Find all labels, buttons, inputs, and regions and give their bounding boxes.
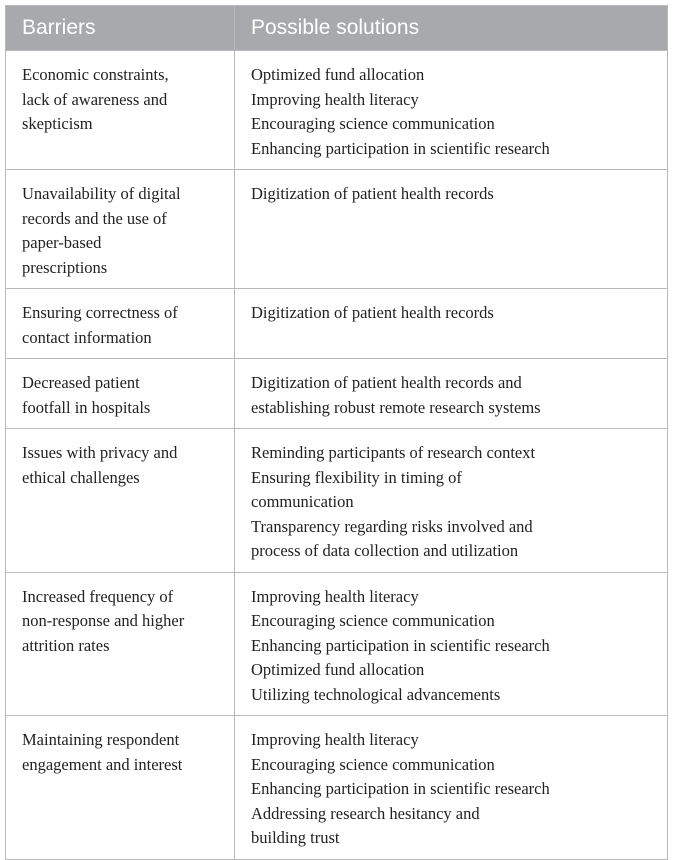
barrier-cell [6, 429, 235, 573]
barrier-text-line: non-response and higher [22, 611, 185, 630]
header-row [6, 6, 668, 51]
barrier-cell [6, 51, 235, 170]
table-header [6, 6, 668, 51]
table-row [6, 170, 668, 289]
barrier-cell [6, 359, 235, 429]
solution-text-line: Ensuring flexibility in timing of [251, 467, 462, 487]
barrier-text-line: attrition rates [22, 635, 110, 655]
barrier-cell [6, 716, 235, 860]
table-row [6, 716, 668, 860]
barrier-text-line: Decreased patient [22, 373, 140, 392]
solution-text-line: Digitization of patient health records and [251, 373, 522, 392]
table-row [6, 572, 668, 716]
solution-text-line: Improving health literacy [251, 586, 419, 606]
barrier-text-line: Ensuring correctness of [22, 303, 178, 322]
barrier-text-line: contact information [22, 327, 152, 347]
barrier-text-line: skepticism [22, 114, 93, 133]
barrier-text-line: Economic constraints, [22, 65, 169, 84]
solutions-cell [235, 572, 668, 716]
barrier-text-line: Issues with privacy and [22, 443, 178, 462]
barriers-solutions-table [5, 5, 668, 860]
table-row [6, 429, 668, 573]
barrier-text-line: engagement and interest [22, 754, 183, 774]
barrier-cell [6, 170, 235, 289]
solution-text-line: Utilizing technological advancements [251, 684, 501, 704]
solution-text-line: Addressing research hesitancy and [251, 803, 480, 823]
solution-text-line: Encouraging science communication [251, 611, 495, 630]
solution-text-line: building trust [251, 828, 340, 847]
solutions-cell [235, 716, 668, 860]
barrier-text-line: Unavailability of digital [22, 184, 181, 203]
barriers-solutions-table-container [5, 5, 667, 860]
barrier-text-line: paper-based [22, 233, 102, 252]
solution-text-line: Reminding participants of research context [251, 443, 536, 462]
solution-text-line: Optimized fund allocation [251, 660, 425, 679]
solution-text-line: Improving health literacy [251, 730, 419, 749]
barrier-text-line: ethical challenges [22, 467, 140, 487]
barrier-text-line: Maintaining respondent [22, 730, 180, 749]
solutions-cell [235, 51, 668, 170]
header-barriers: Barriers [6, 6, 235, 51]
barrier-text-line: lack of awareness and [22, 89, 168, 109]
solution-text-line: Digitization of patient health records [251, 303, 494, 322]
solution-text-line: Encouraging science communication [251, 754, 495, 774]
solution-text-line: Enhancing participation in scientific research [251, 635, 550, 655]
solutions-cell [235, 170, 668, 289]
solutions-cell [235, 289, 668, 359]
header-possible-solutions: Possible solutions [235, 6, 668, 51]
table-body [6, 51, 668, 860]
solutions-cell [235, 359, 668, 429]
solution-text-line: process of data collection and utilization [251, 541, 519, 560]
solution-text-line: Enhancing participation in scientific research [251, 138, 550, 158]
barrier-text-line: footfall in hospitals [22, 397, 151, 417]
barrier-text-line: prescriptions [22, 257, 108, 277]
table-row [6, 289, 668, 359]
barrier-cell [6, 289, 235, 359]
solution-text-line: communication [251, 492, 354, 511]
barrier-text-line: records and the use of [22, 208, 167, 228]
barrier-cell [6, 572, 235, 716]
solutions-cell [235, 429, 668, 573]
solution-text-line: Enhancing participation in scientific research [251, 779, 550, 798]
solution-text-line: Transparency regarding risks involved and [251, 516, 533, 536]
solution-text-line: Digitization of patient health records [251, 184, 494, 203]
solution-text-line: establishing robust remote research systems [251, 397, 541, 417]
barrier-text-line: Increased frequency of [22, 586, 174, 606]
solution-text-line: Optimized fund allocation [251, 65, 425, 84]
solution-text-line: Improving health literacy [251, 89, 419, 109]
solution-text-line: Encouraging science communication [251, 114, 495, 133]
table-row [6, 51, 668, 170]
table-row [6, 359, 668, 429]
